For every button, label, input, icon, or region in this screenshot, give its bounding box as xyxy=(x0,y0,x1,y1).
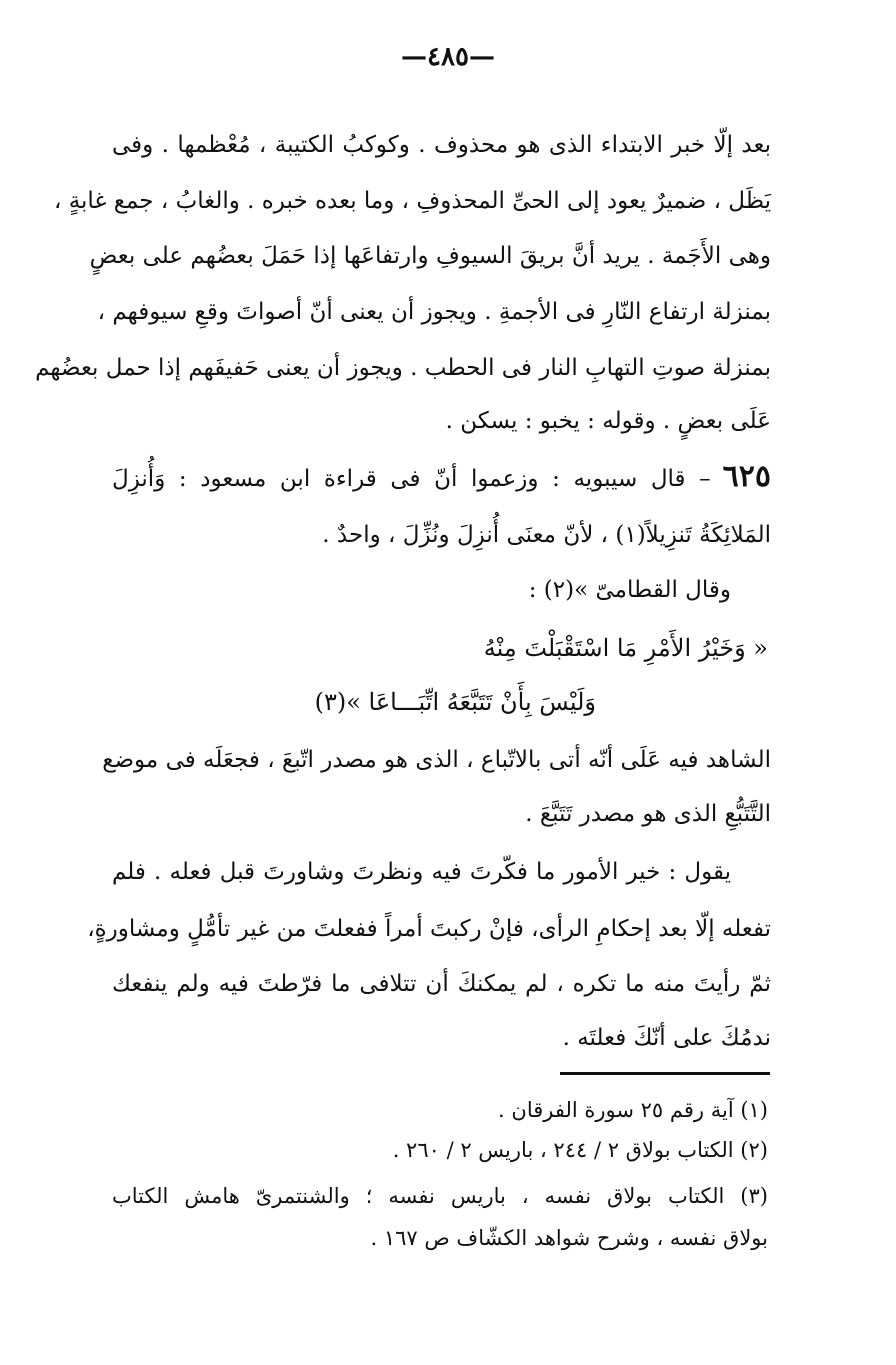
text-line: وهى الأَجَمة . يريد أنَّ بريقَ السيوفِ وارتفاعَها إذا حَمَلَ بعضُهم على بعضٍ xyxy=(89,243,771,269)
text-line: التَّتَبُّعِ الذى هو مصدر تَتَبَّعَ . xyxy=(525,801,771,827)
text-line: بمنزلة ارتفاع النّارِ فى الأجمةِ . ويجوز أن يعنى أنّ أصواتَ وقعِ سيوفهم ، xyxy=(97,299,771,325)
footnote-3-line-2: بولاق نفسه ، وشرح شواهد الكشّاف ص ١٦٧ . xyxy=(370,1226,768,1250)
text-line: يَظَل ، ضميرٌ يعود إلى الحىِّ المحذوفِ ، وما بعده خبره . والغابُ ، جمع غابةٍ ، xyxy=(53,188,771,214)
text-line: تفعله إلّا بعد إحكامِ الرأى، فإنْ ركبتَ أمراً ففعلتَ من غير تأمُّلٍ ومشاورةٍ، xyxy=(87,916,771,942)
footnote-2: (٢) الكتاب بولاق ٢ / ٢٤٤ ، باريس ٢ / ٢٦٠ . xyxy=(392,1138,768,1162)
text-line: بعد إلّا خبر الابتداء الذى هو محذوف . وكوكبُ الكتيبة ، مُعْظمها . وفى xyxy=(112,132,771,158)
entry-number: ٦٢٥ xyxy=(722,459,771,494)
text-line: الشاهد فيه عَلَى أنّه أتى بالاتّباع ، الذى هو مصدر اتّبعَ ، فجعَلَه فى موضع xyxy=(102,747,771,773)
footnote-1: (١) آية رقم ٢٥ سورة الفرقان . xyxy=(498,1098,768,1122)
entry-text: – قال سيبويه : وزعموا أنّ فى قراءة ابن مسعود : وَأُنزِلَ xyxy=(112,466,711,492)
verse-line-1: « وَخَيْرُ الأَمْرِ مَا اسْتَقْبَلْتَ مِنْهُ xyxy=(483,634,768,662)
text-line: ثمّ رأيتَ منه ما تكره ، لم يمكنكَ أن تتلافى ما فرّطتَ فيه ولم ينفعك xyxy=(112,971,771,997)
text-line: عَلَى بعضٍ . وقوله : يخبو : يسكن . xyxy=(445,408,771,434)
text-line: وقال القطامىّ »(٢) : xyxy=(528,577,731,603)
text-line: المَلائِكَةُ تَنزِيلاً(١) ، لأنّ معنَى أُنزِلَ ونُزِّلَ ، واحدٌ . xyxy=(322,522,771,548)
entry-first-line xyxy=(112,460,771,496)
page-number: —٤٨٥— xyxy=(401,42,495,72)
footnote-3-line-1: (٣) الكتاب بولاق نفسه ، باريس نفسه ؛ والشنتمرىّ هامش الكتاب xyxy=(112,1184,768,1208)
text-line: بمنزلة صوتِ التهابِ النار فى الحطب . ويجوز أن يعنى حَفيفَهم إذا حمل بعضُهم xyxy=(35,355,771,381)
verse-line-2: وَلَيْسَ بِأَنْ تَتَبَّعَهُ اتِّبَـــاعَا »(٣) xyxy=(314,688,596,716)
text-line: ندمُكَ على أنّكَ فعلتَه . xyxy=(562,1025,771,1051)
footnote-separator xyxy=(560,1072,770,1075)
text-line: يقول : خير الأمور ما فكّرتَ فيه ونظرتَ وشاورتَ قبل فعله . فلم xyxy=(112,859,731,885)
